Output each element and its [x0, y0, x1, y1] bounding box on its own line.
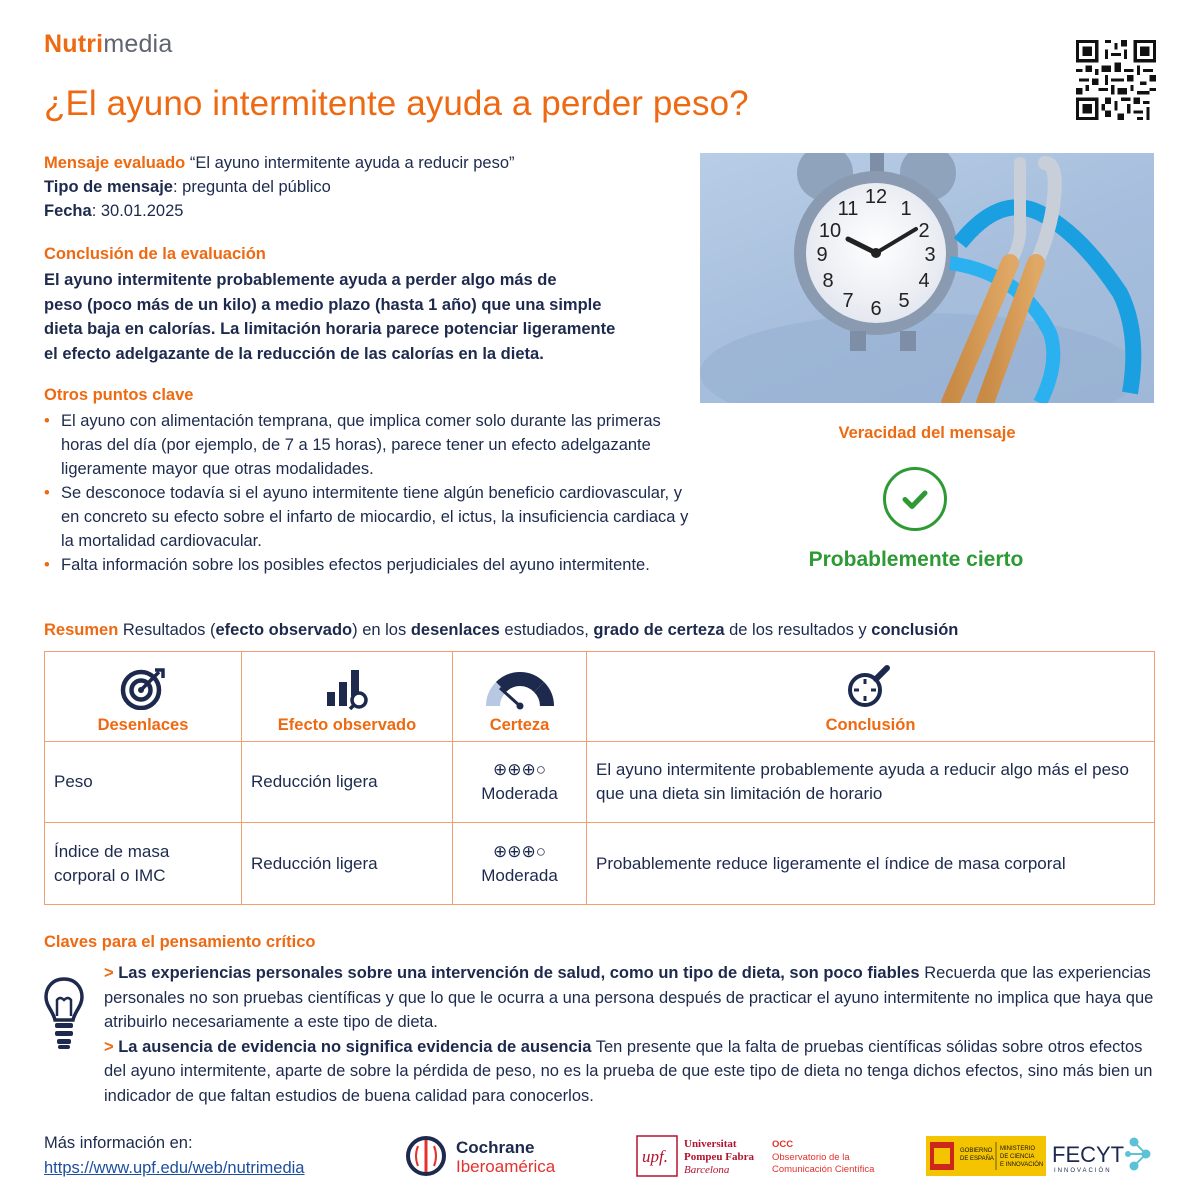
svg-text:upf.: upf. — [642, 1147, 668, 1166]
page-title: ¿El ayuno intermitente ayuda a perder peso? — [44, 84, 749, 123]
header-certeza: Certeza — [453, 652, 587, 742]
conclusion-text: El ayuno intermitente probablemente ayuda a perder algo más de peso (poco más de un kilo) a medio plazo (hasta 1 año) que una simple dieta baja en calorías. La limitación horaria parece potenciar ligeramente el efecto adelgazante de la reducción de las calorías en la dieta. — [44, 271, 616, 363]
certainty-symbols: ⊕⊕⊕○ — [492, 841, 546, 861]
meta-mensaje: Mensaje evaluado “El ayuno intermitente ayuda a reducir peso” — [44, 154, 515, 172]
cell-desenlace: Peso — [45, 742, 242, 823]
more-info — [44, 1131, 304, 1181]
cell-desenlace: Índice de masa corporal o IMC — [45, 823, 242, 905]
cochrane-logo — [404, 1134, 574, 1178]
svg-text:8: 8 — [822, 270, 834, 292]
fecyt-logo — [1052, 1134, 1156, 1178]
svg-text:6: 6 — [870, 298, 882, 320]
table-header-row — [45, 652, 1155, 742]
meta-fecha: Fecha: 30.01.2025 — [44, 202, 184, 220]
bar-chart-icon — [325, 666, 369, 710]
message-meta — [44, 151, 515, 223]
meta-tipo: Tipo de mensaje: pregunta del público — [44, 178, 331, 196]
svg-text:Barcelona: Barcelona — [684, 1164, 730, 1176]
veracity-heading: Veracidad del mensaje — [838, 424, 1016, 442]
svg-text:11: 11 — [837, 198, 859, 220]
results-table — [44, 651, 1155, 905]
magnifier-icon — [845, 664, 897, 710]
critical-thinking-list — [104, 961, 1164, 1108]
header-efecto: Efecto observado — [242, 652, 453, 742]
upf-occ-logo — [636, 1134, 886, 1178]
svg-text:E INNOVACIÓN: E INNOVACIÓN — [1000, 1162, 1044, 1168]
svg-text:Pompeu Fabra: Pompeu Fabra — [684, 1151, 754, 1163]
nutrimedia-logo: Nutrimedia — [44, 30, 173, 58]
svg-text:INNOVACIÓN: INNOVACIÓN — [1054, 1168, 1112, 1174]
svg-text:DE CIENCIA: DE CIENCIA — [1000, 1154, 1035, 1160]
svg-text:1: 1 — [900, 198, 912, 220]
list-item: > La ausencia de evidencia no significa evidencia de ausencia Ten presente que la falta de pruebas científicas sólidas sobre otros efectos del ayuno intermitente, aparte de sobre la pérdida de peso, no es la prueba de que este tipo de dieta no tenga dichos efectos, sino más bien un indicador de que faltan estudios de buena calidad para conocerlos. — [104, 1037, 1153, 1105]
svg-text:2: 2 — [918, 220, 930, 242]
more-info-label: Más información en: — [44, 1134, 193, 1152]
critical-thinking-heading: Claves para el pensamiento crítico — [44, 933, 316, 951]
svg-text:Universitat: Universitat — [684, 1138, 737, 1150]
cell-efecto: Reducción ligera — [242, 823, 453, 905]
nutrimedia-link[interactable]: https://www.upf.edu/web/nutrimedia — [44, 1159, 305, 1177]
other-points-heading: Otros puntos clave — [44, 386, 194, 404]
list-item: • Se desconoce todavía si el ayuno intermitente tiene algún beneficio cardiovascular, y en concreto su efecto sobre el infarto de miocardio, el ictus, la insuficiencia cardiaca y la mortalidad cardiovacular. — [44, 481, 704, 553]
list-item: > Las experiencias personales sobre una intervención de salud, como un tipo de dieta, son poco fiables Recuerda que las experiencias personales no son pruebas científicas y que lo que le ocurra a una persona después de practicar el ayuno intermitente no implica que haya que atribuirlo necesariamente a este tipo de dieta. — [104, 964, 1154, 1031]
svg-text:7: 7 — [842, 290, 854, 312]
photo-illustration — [700, 153, 1154, 403]
svg-text:9: 9 — [816, 244, 828, 266]
cell-conclusion: El ayuno intermitente probablemente ayuda a reducir algo más el peso que una dieta sin limitación de horario — [587, 742, 1155, 823]
svg-text:Comunicación Científica: Comunicación Científica — [772, 1164, 875, 1175]
clock-fork-tape-photo — [700, 153, 1154, 403]
svg-text:DE ESPAÑA: DE ESPAÑA — [960, 1156, 994, 1162]
svg-text:OCC: OCC — [772, 1139, 794, 1150]
cell-efecto: Reducción ligera — [242, 742, 453, 823]
veracity-value: Probablemente cierto — [808, 548, 1024, 571]
svg-text:GOBIERNO: GOBIERNO — [960, 1148, 993, 1154]
table-row — [45, 823, 1155, 905]
gauge-icon — [482, 666, 558, 710]
svg-text:Cochrane: Cochrane — [456, 1138, 535, 1157]
svg-text:4: 4 — [918, 270, 930, 292]
header-conclusion: Conclusión — [587, 652, 1155, 742]
svg-text:12: 12 — [864, 186, 888, 208]
summary-caption: Resumen Resultados (efecto observado) en los desenlaces estudiados, grado de certeza de los resultados y conclusión — [44, 621, 959, 639]
svg-text:3: 3 — [924, 244, 936, 266]
conclusion-heading: Conclusión de la evaluación — [44, 245, 266, 263]
qr-code-icon[interactable] — [1076, 40, 1156, 120]
svg-text:10: 10 — [818, 220, 842, 242]
target-icon — [119, 666, 167, 710]
lightbulb-icon — [44, 976, 84, 1054]
certainty-label: Moderada — [481, 784, 558, 803]
header-desenlaces: Desenlaces — [45, 652, 242, 742]
list-item: • El ayuno con alimentación temprana, que implica comer solo durante las primeras horas del día (por ejemplo, de 7 a 15 horas), parece tener un efecto adelgazante ligeramente mayor que otras modalidades. — [44, 409, 704, 481]
cell-certeza — [453, 823, 587, 905]
svg-text:FECYT: FECYT — [1052, 1142, 1125, 1167]
certainty-symbols: ⊕⊕⊕○ — [492, 760, 546, 779]
cell-conclusion: Probablemente reduce ligeramente el índice de masa corporal — [587, 823, 1155, 905]
cell-certeza — [453, 742, 587, 823]
check-circle-icon — [882, 466, 948, 532]
certainty-label: Moderada — [481, 865, 558, 885]
gobierno-espana-logo — [926, 1136, 1046, 1176]
svg-text:MINISTERIO: MINISTERIO — [1000, 1146, 1036, 1152]
svg-text:Iberoamérica: Iberoamérica — [456, 1157, 556, 1176]
table-row — [45, 742, 1155, 823]
svg-text:Observatorio de la: Observatorio de la — [772, 1152, 850, 1163]
other-points-list — [44, 409, 704, 577]
svg-text:5: 5 — [898, 290, 910, 312]
list-item: • Falta información sobre los posibles efectos perjudiciales del ayuno intermitente. — [44, 553, 704, 577]
